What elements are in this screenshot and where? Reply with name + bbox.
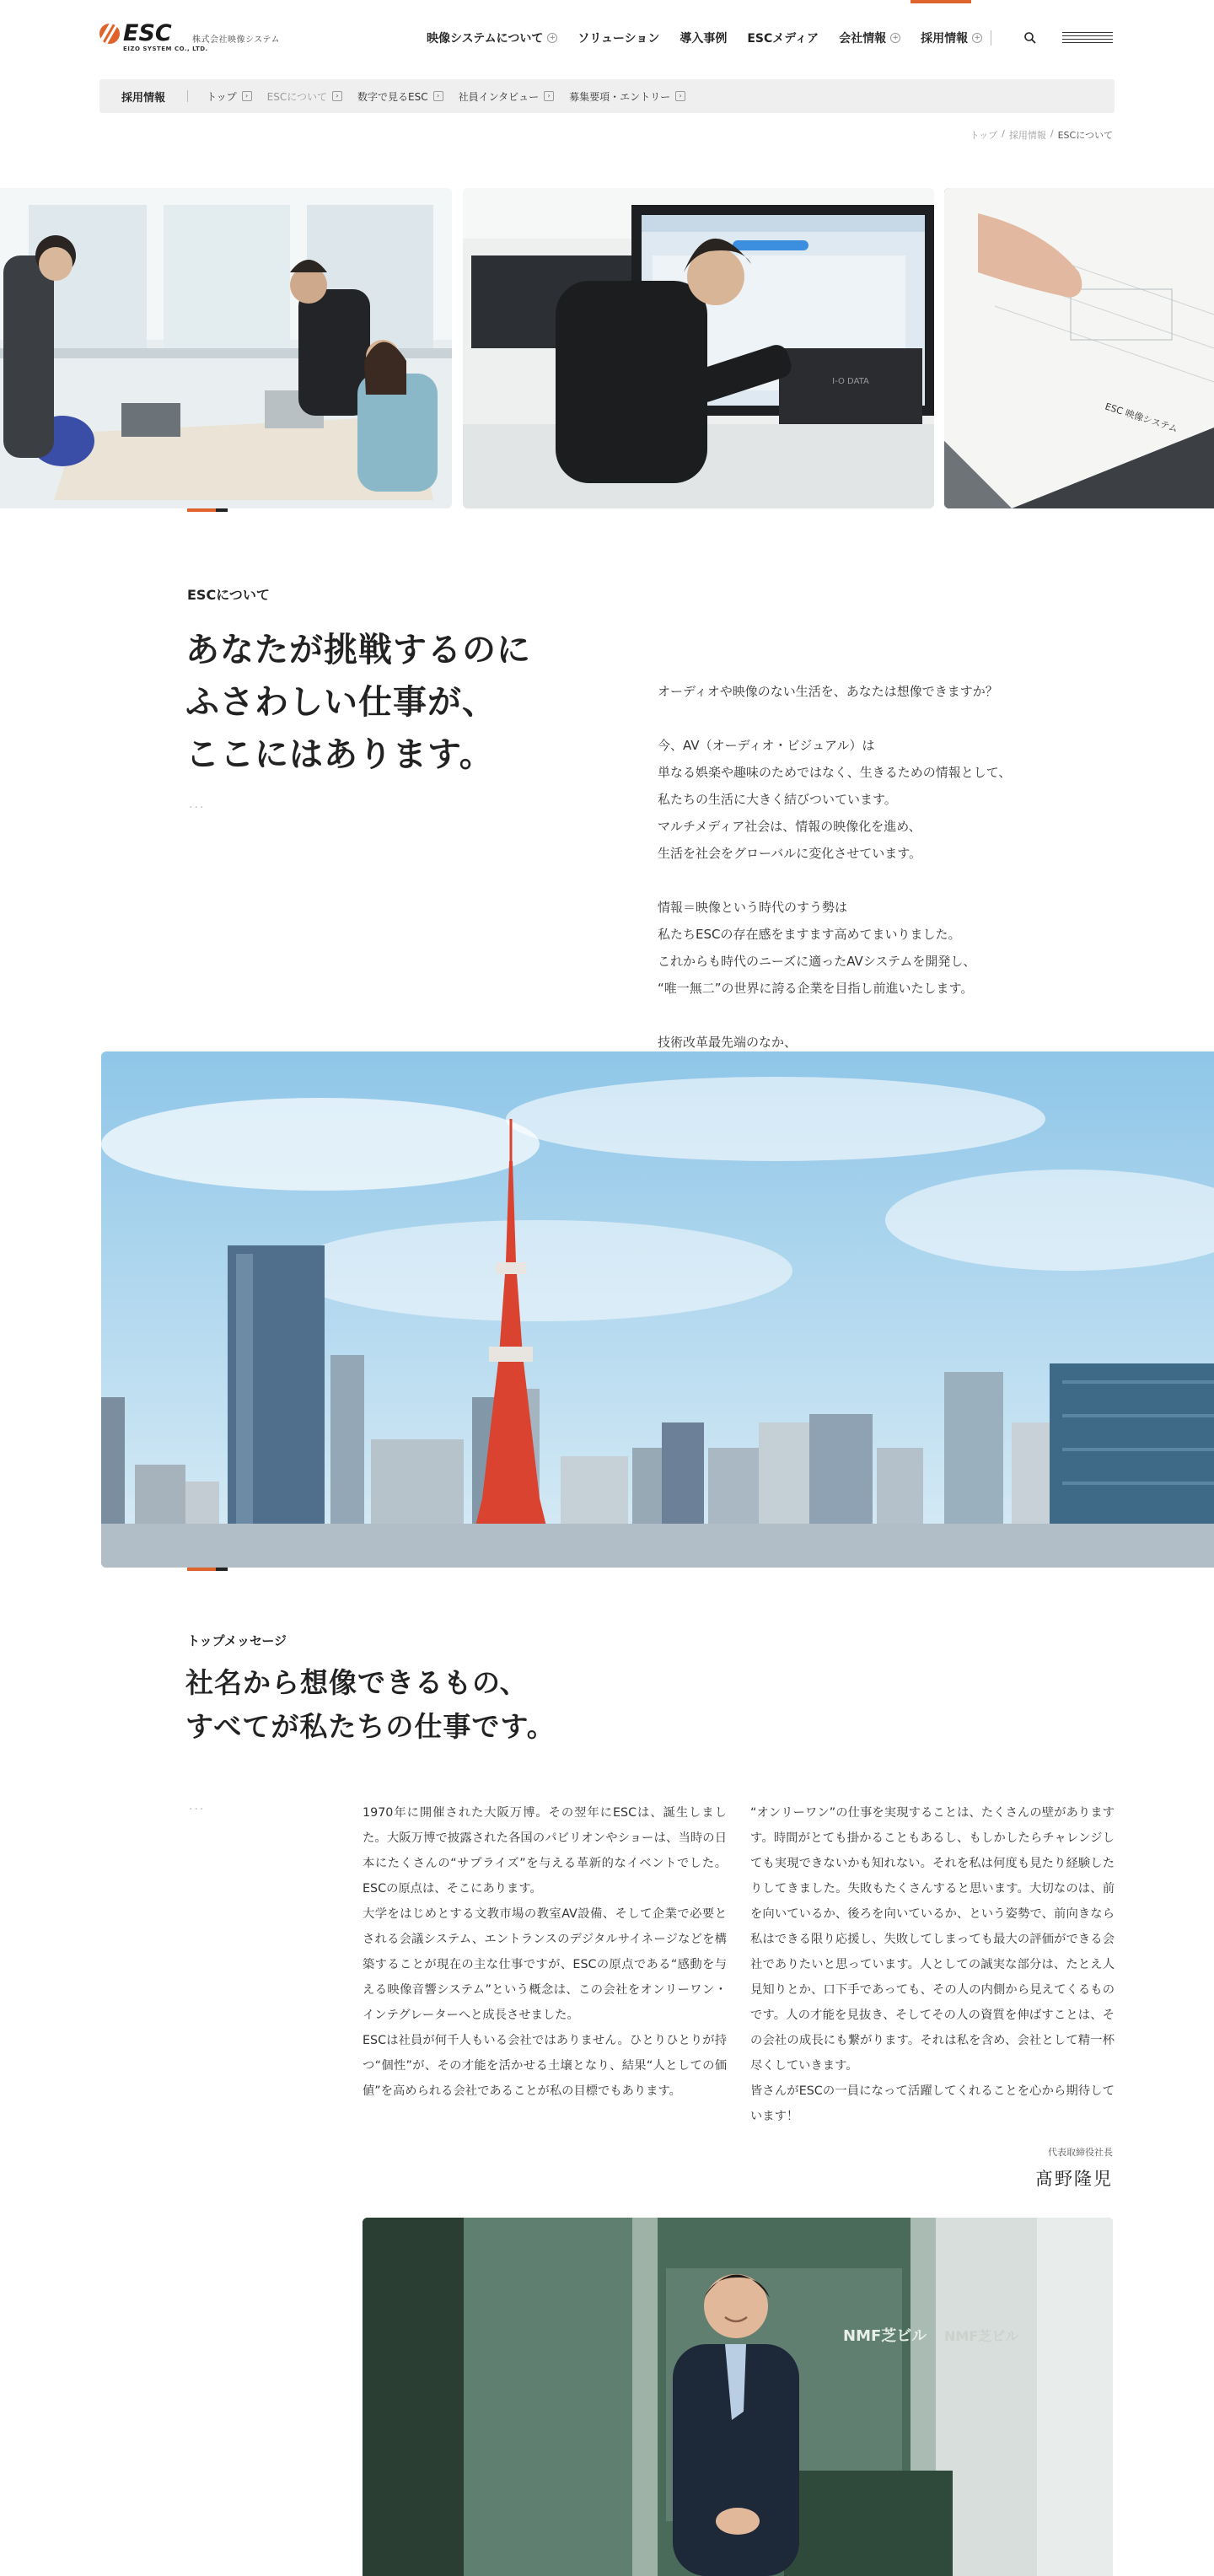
nav-label: 映像システムについて — [427, 32, 544, 46]
president-title: 代表取締役社長 — [1048, 2147, 1113, 2158]
hamburger-menu-icon[interactable] — [1062, 32, 1113, 44]
nav-label: ESCメディア — [747, 32, 819, 46]
nav-item-company[interactable] — [839, 30, 900, 46]
subnav-label: 社員インタビュー — [458, 90, 540, 103]
nav-label: 採用情報 — [921, 32, 969, 46]
breadcrumb-recruit[interactable]: 採用情報 — [1008, 130, 1046, 141]
plus-icon: + — [972, 33, 982, 43]
nav-item-video-system[interactable] — [427, 30, 557, 46]
message-column-1: 1970年に開催された大阪万博。その翌年にESCは、誕生しました。大阪万博で披露された各国のパビリオンやショーは、当時の日本にたくさんの“サプライズ”を与える革新的なイベントでした。ESCの原点は、そこにあります。 大学をはじめとする文教市場の教室AV設備、そして企業で必要とされる会議システム、エントランスのデジタルサイネージなどを構築することが現在の主な仕事ですが、ESCの原点である“感動を与える映像音響システム”という概念は、この会社をオンリーワン・インテグレーターへと成長させました。 ESCは社員が何千人もいる会社ではありません。ひとりひとりが持つ“個性”が、その才能を活かせる土壌となり、結果“人としての価値”を高められる会社であることが私の目標でもあります。 — [363, 1806, 727, 2098]
plus-icon: + — [890, 33, 900, 43]
nav-label: ソリューション — [577, 32, 660, 46]
logo-mark-icon — [99, 24, 120, 44]
arrow-right-icon: › — [433, 91, 443, 101]
search-icon[interactable] — [1023, 31, 1037, 45]
about-headline: あなたが挑戦するのに ふさわしい仕事が、 ここにはあります。 — [185, 631, 531, 774]
arrow-right-icon: › — [242, 91, 252, 101]
document-brand-text: ESC 映像システム — [1104, 401, 1179, 435]
subnav-label: 募集要項・エントリー — [569, 90, 671, 103]
photo-office-meeting — [0, 188, 452, 508]
subnav-label: ESCについて — [266, 90, 327, 103]
subnav-label: トップ — [207, 90, 237, 103]
subnav-divider — [187, 90, 188, 102]
about-dots: ... — [189, 798, 206, 811]
subnav-label: 数字で見るESC — [357, 90, 428, 103]
company-name: 株式会社映像システム — [192, 35, 280, 45]
arrow-right-icon: › — [332, 91, 342, 101]
plus-icon: + — [547, 33, 557, 43]
nav-label: 導入事例 — [680, 32, 728, 46]
nav-label: 会社情報 — [839, 32, 887, 46]
subnav-item-interview[interactable] — [459, 89, 555, 104]
arrow-right-icon: › — [544, 91, 554, 101]
subnav-item-about[interactable] — [267, 89, 342, 104]
about-body: オーディオや映像のない生活を、あなたは想像できますか？ 今、AV（オーディオ・ビジュアル）は 単なる娯楽や趣味のためではなく、生きるための情報として、 私たちの生活に大きく結びついています。 マルチメディア社会は、情報の映像化を進め、 生活を社会をグローバルに変化させています。 情報＝映像という時代のすう勢は 私たちESCの存在感をますます高めてまいりました。 これからも時代のニーズに適ったAVシステムを開発し、 “唯一無二”の世界に誇る企業を目指し前進いたします。 技術改革最先端のなか、 — [658, 684, 1012, 1050]
carousel-progress-bar — [187, 508, 216, 512]
photo-document-hand — [944, 188, 1214, 508]
subnav-item-entry[interactable] — [569, 89, 685, 104]
arrow-right-icon: › — [675, 91, 685, 101]
logo-word: ESC — [123, 20, 172, 46]
section-divider-bar — [187, 1568, 216, 1571]
nav-item-solutions[interactable] — [577, 30, 659, 46]
breadcrumb-top[interactable]: トップ — [970, 130, 998, 141]
building-sign: NMF芝ビル — [843, 2327, 927, 2345]
recruit-subnav — [99, 79, 1115, 113]
photo-tokyo-skyline — [101, 1051, 1214, 1568]
president-name: 髙野隆児 — [1035, 2169, 1113, 2189]
photo-engineer-at-monitor — [463, 188, 934, 508]
breadcrumb: トップ / 採用情報 / ESCについて — [970, 128, 1113, 141]
message-column-2: “オンリーワン”の仕事を実現することは、たくさんの壁がありますす。時間がとても掛かることもあるし、もしかしたらチャレンジしても実現できないかも知れない。それを私は何度も見たり経験したりしてきました。失敗もたくさんすると思います。大切なのは、前を向いているか、後ろを向いているか、という姿勢で、前向きなら私はできる限り応援し、失敗してしまっても最大の評価ができる会社でありたいと思っています。人としての誠実な部分は、たとえ人見知りとか、口下手であっても、その人の内側から見えてくるものです。人の才能を見抜き、そしてその人の資質を伸ばすことは、その会社の成長にも繋がります。それは私を含め、会社として精一杯尽くしていきます。 皆さんがESCの一員になって活躍してくれることを心から期待しています！ — [750, 1806, 1115, 2123]
message-dots: ... — [189, 1799, 206, 1813]
nav-item-case-studies[interactable] — [680, 30, 727, 46]
about-eyebrow: ESCについて — [187, 587, 270, 603]
logo-subtitle: EIZO SYSTEM CO., LTD. — [123, 46, 208, 52]
subnav-item-numbers[interactable] — [357, 89, 443, 104]
site-header — [0, 0, 1214, 76]
subnav-title: 採用情報 — [121, 91, 166, 105]
nav-item-recruit[interactable] — [921, 30, 982, 46]
nav-item-esc-media[interactable] — [747, 30, 819, 46]
global-nav — [427, 29, 1012, 47]
message-eyebrow: トップメッセージ — [187, 1633, 287, 1648]
building-sign-reflection: NMF芝ビル — [944, 2328, 1019, 2344]
subnav-item-top[interactable] — [207, 89, 252, 104]
breadcrumb-current: ESCについて — [1057, 130, 1113, 141]
monitor-brand: I-O DATA — [832, 377, 869, 386]
message-headline: 社名から想像できるもの、 すべてが私たちの仕事です。 — [185, 1666, 556, 1743]
photo-president — [363, 2218, 1113, 2576]
